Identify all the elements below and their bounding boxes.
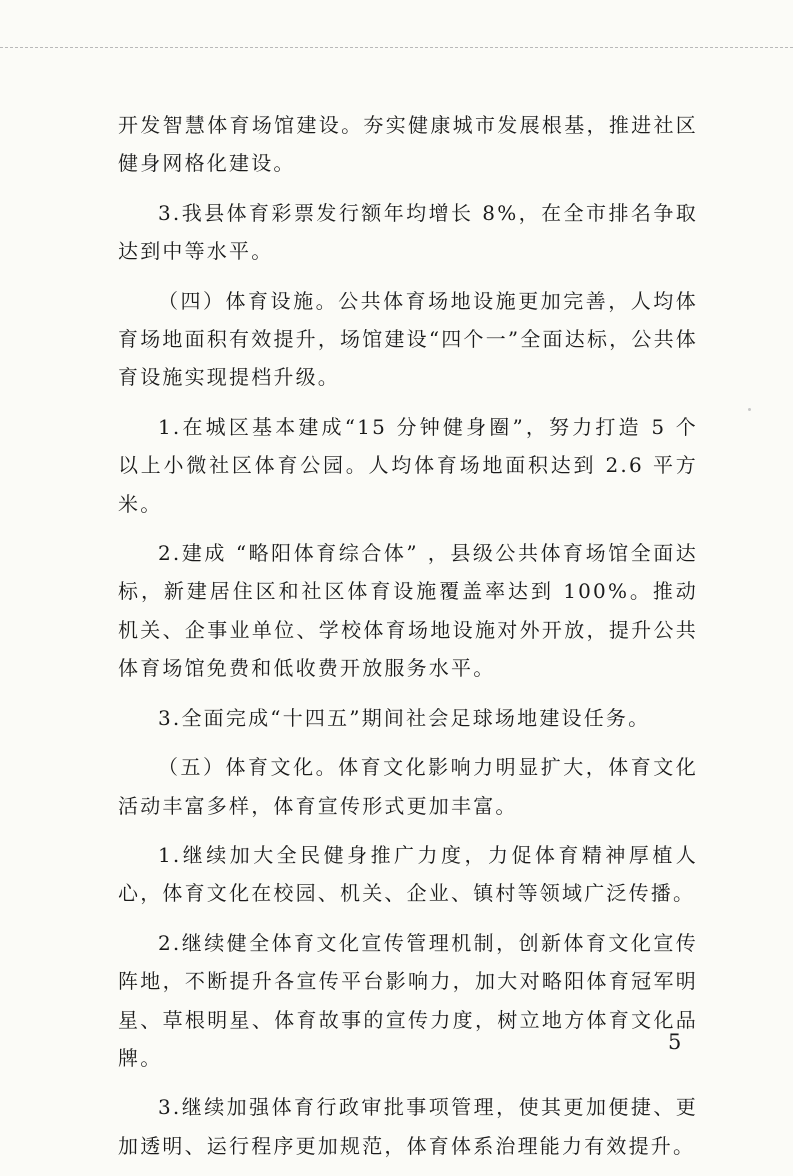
- paragraph-item: 3.全面完成“十四五”期间社会足球场地建设任务。: [158, 705, 651, 730]
- paragraph-item: 1.在城区基本建成“15 分钟健身圈”，努力打造 5 个以上小微社区体育公园。人均体育场地面积达到 2.6 平方米。: [118, 414, 698, 516]
- document-body: [118, 106, 698, 1176]
- paragraph-section-heading: （五）体育文化。体育文化影响力明显扩大，体育文化活动丰富多样，体育宣传形式更加丰富。: [118, 755, 698, 818]
- paragraph-continuation: 开发智慧体育场馆建设。夯实健康城市发展根基，推进社区健身网格化建设。: [118, 113, 698, 176]
- paragraph-item: 2.建成 “略阳体育综合体” ，县级公共体育场馆全面达标，新建居住区和社区体育设施覆盖率达到 100%。推动机关、企事业单位、学校体育场地设施对外开放，提升公共体育场馆免费和低收费开放服务水平。: [118, 541, 698, 681]
- scan-mark: [748, 408, 751, 411]
- paragraph-item: 3.继续加强体育行政审批事项管理，使其更加便捷、更加透明、运行程序更加规范，体育体系治理能力有效提升。: [118, 1095, 698, 1158]
- page-number: 5: [668, 1030, 682, 1054]
- paragraph-item: 1.继续加大全民健身推广力度，力促体育精神厚植人心，体育文化在校园、机关、企业、镇村等领域广泛传播。: [118, 842, 698, 906]
- paragraph-item: 3.我县体育彩票发行额年均增长 8%，在全市排名争取达到中等水平。: [118, 200, 698, 264]
- paragraph-item: 2.继续健全体育文化宣传管理机制，创新体育文化宣传阵地，不断提升各宣传平台影响力，加大对略阳体育冠军明星、草根明星、体育故事的宣传力度，树立地方体育文化品牌。: [118, 930, 698, 1070]
- paragraph-section-heading: （四）体育设施。公共体育场地设施更加完善，人均体育场地面积有效提升，场馆建设“四个一”全面达标，公共体育设施实现提档升级。: [118, 288, 698, 390]
- top-rule: [0, 47, 793, 48]
